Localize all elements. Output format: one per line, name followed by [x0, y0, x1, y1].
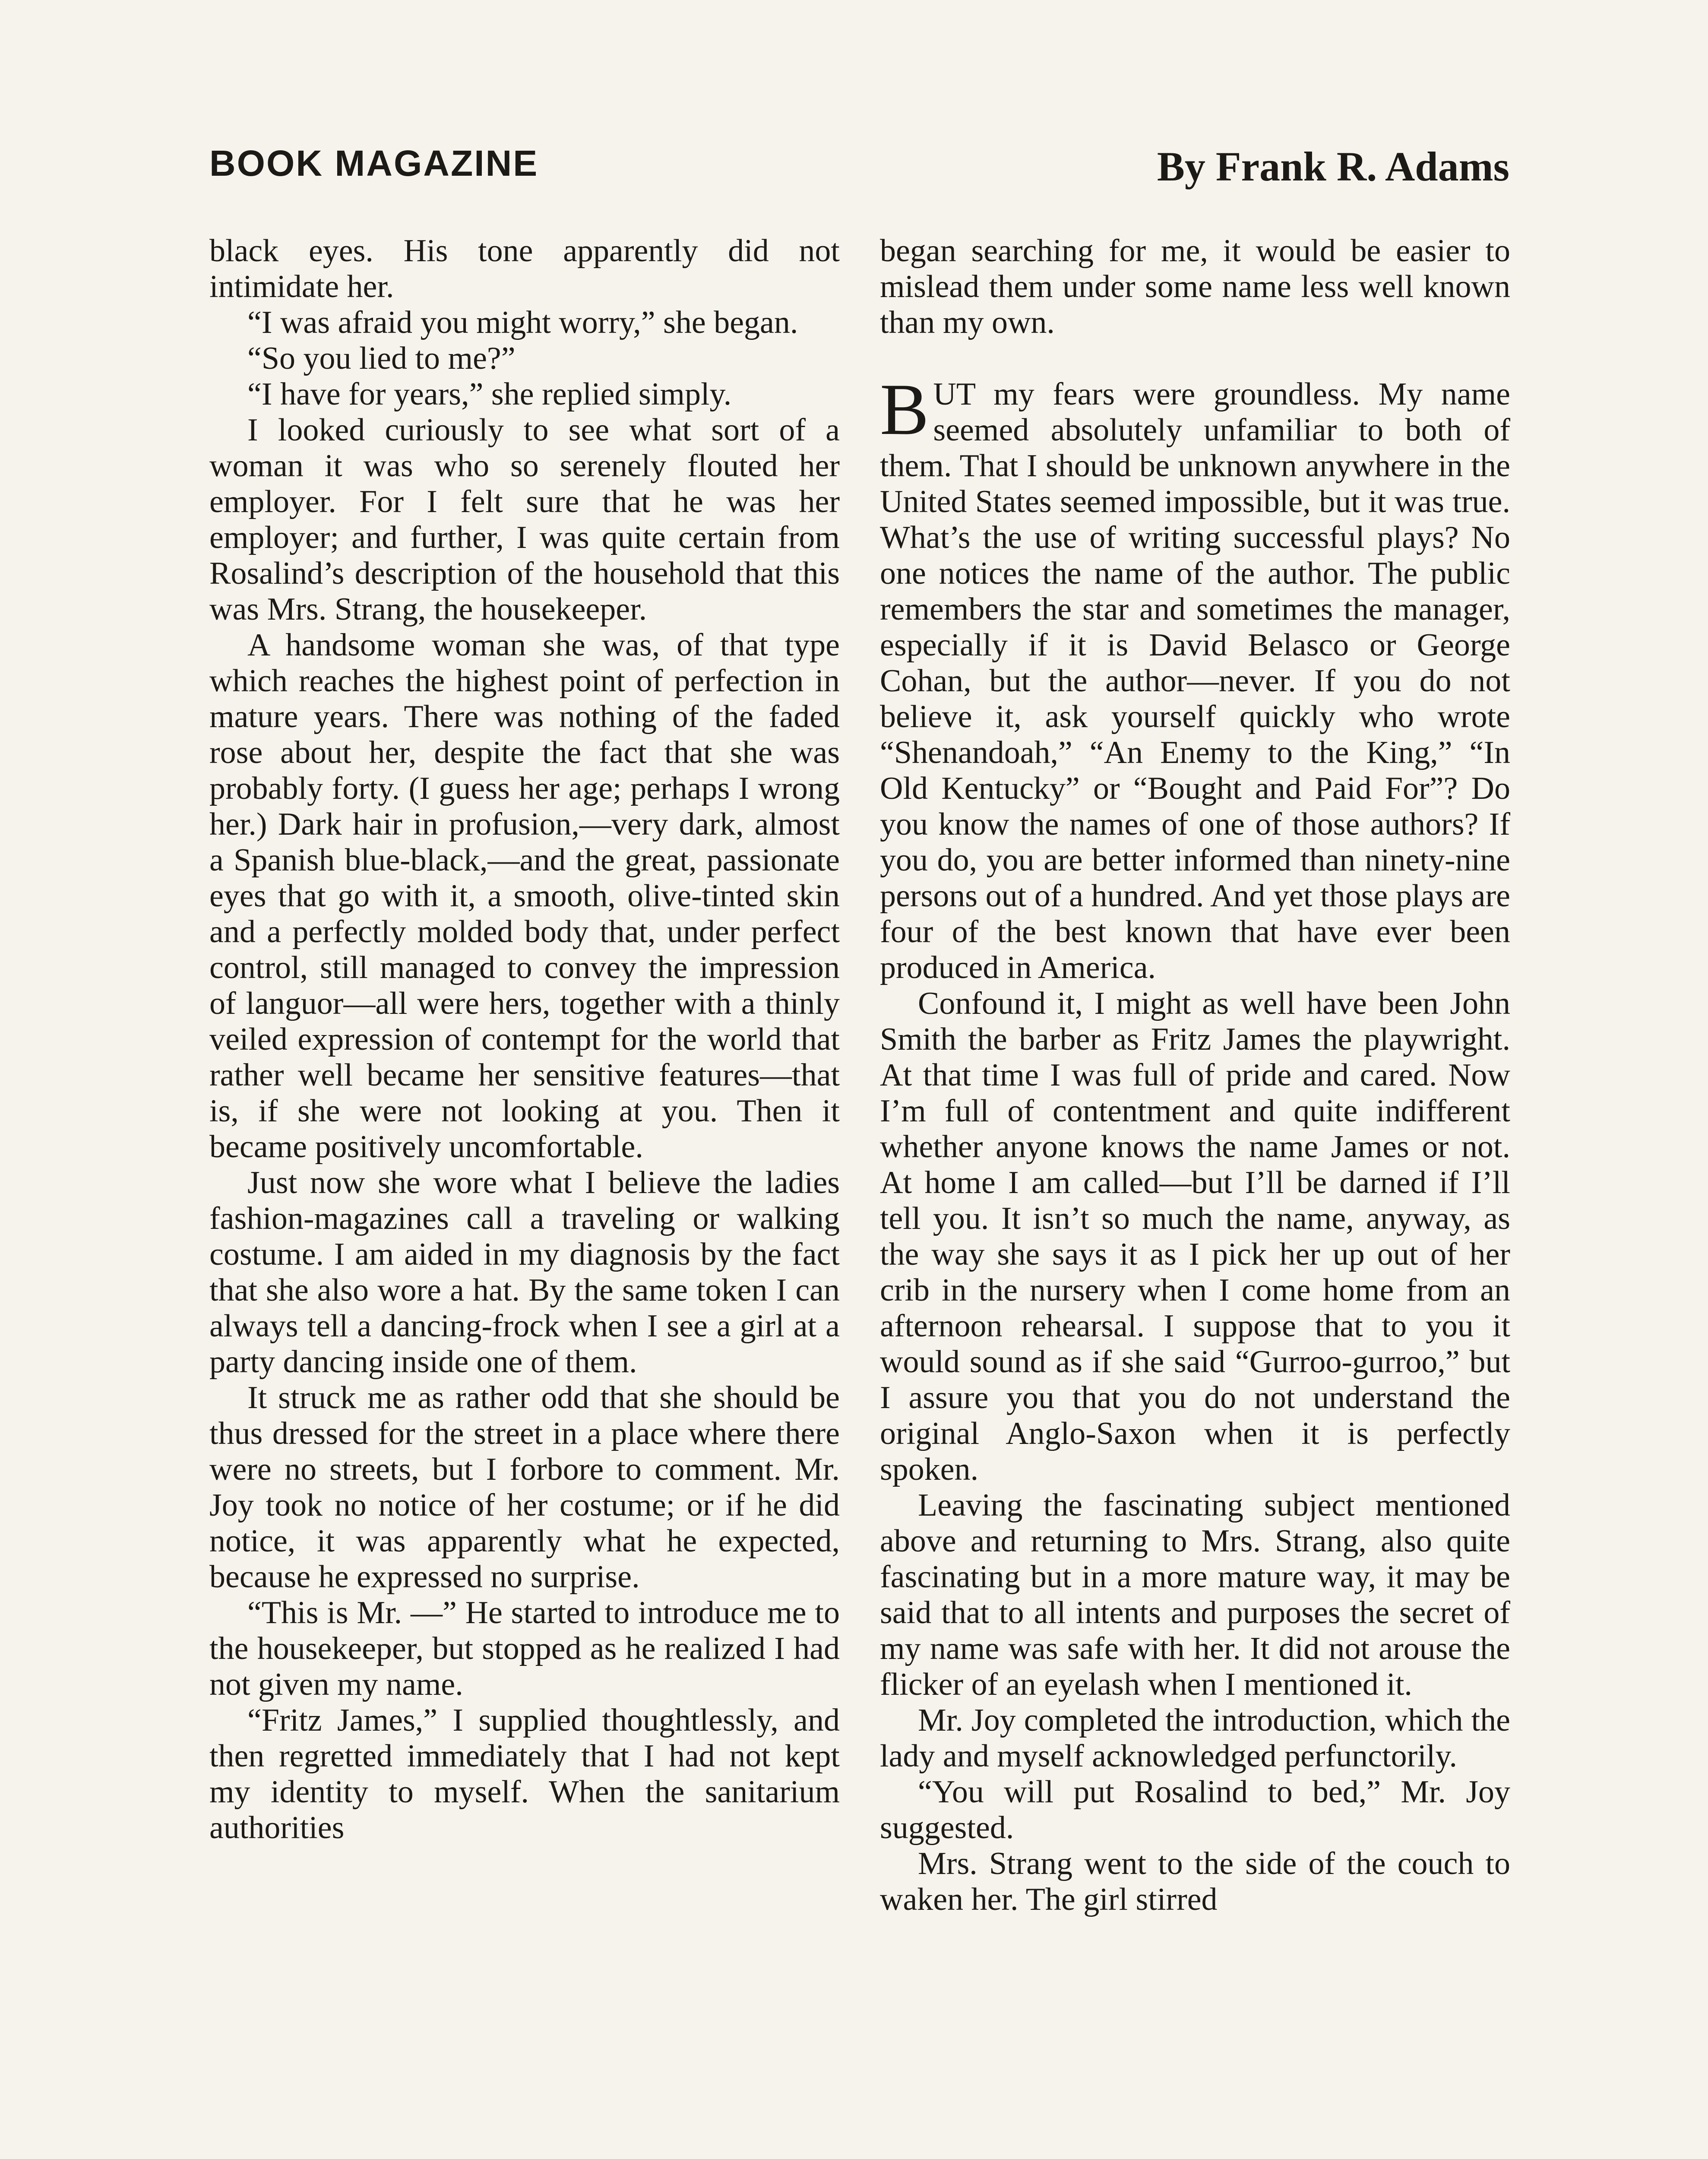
left-paragraph-6: A handsome woman she was, of that type which reaches the highest point of perfection in mature years. There was nothing of the faded rose about her, despite the fact that she was probably forty. (I guess her age; perhaps I wrong her.) Dark hair in profusion,—very dark, almost a Spanish blue-black,—and the great, passionate eyes that go with it, a smooth, olive-tinted skin and a perfectly molded body that, under perfect control, still managed to convey the impression of languor—all were hers, together with a thinly veiled expression of contempt for the world that rather well became her sensitive features—that is, if she were not looking at you. Then it became positively uncomfortable. [209, 627, 840, 1165]
running-head-publication: BOOK MAGAZINE [209, 143, 539, 184]
left-paragraph-5: I looked curiously to see what sort of a woman it was who so serenely flouted her employer. For I felt sure that he was her employer; and further, I was quite certain from Rosalind’s description of the household that this was Mrs. Strang, the housekeeper. [209, 412, 840, 627]
left-paragraph-3: “So you lied to me?” [247, 341, 516, 376]
section-first-text: UT my fears were groundless. My name seemed absolutely unfamiliar to both of them. That I should be unknown anywhere in the United States seemed impossible, but it was true. What’s the use of writing successful plays? No one notices the name of the author. The public remembers the star and sometimes the manager, especially if it is David Belasco or George Cohan, but the author—never. If you do not believe it, ask yourself quickly who wrote “Shenandoah,” “An Enemy to the King,” “In Old Kentucky” or “Bought and Paid For”? Do you know the names of one of those authors? If you do, you are better informed than ninety-nine persons out of a hundred. And yet those plays are four of the best known that have ever been produced in America. [880, 377, 1510, 985]
drop-cap: B [880, 369, 929, 450]
left-paragraph-10: “Fritz James,” I supplied thoughtlessly, and then regretted immediately that I had not kept my identity to myself. When the sanitarium authorities [209, 1703, 840, 1846]
left-paragraph-2: “I was afraid you might worry,” she began. [247, 305, 798, 340]
right-paragraph-5: Mrs. Strang went to the side of the couch to waken her. The girl stirred [880, 1846, 1510, 1917]
left-paragraph-1: black eyes. His tone apparently did not intimidate her. [209, 233, 840, 304]
right-paragraph-4: “You will put Rosalind to bed,” Mr. Joy suggested. [880, 1774, 1510, 1846]
right-column [880, 233, 1510, 1918]
running-head-author: By Frank R. Adams [1157, 143, 1509, 190]
right-paragraph-3: Mr. Joy completed the introduction, which the lady and myself acknowledged perfunctorily. [880, 1703, 1510, 1774]
left-paragraph-4: “I have for years,” she replied simply. [247, 377, 732, 412]
left-column [209, 233, 840, 1846]
left-paragraph-8: It struck me as rather odd that she should be thus dressed for the street in a place where there were no streets, but I forbore to comment. Mr. Joy took no notice of her costume; or if he did notice, it was apparently what he expected, because he expressed no surprise. [209, 1380, 840, 1595]
right-paragraph-2: Leaving the fascinating subject mentioned above and returning to Mrs. Strang, also quite fascinating but in a more mature way, it may be said that to all intents and purposes the secret of my name was safe with her. It did not arouse the flicker of an eyelash when I mentioned it. [880, 1488, 1510, 1702]
right-paragraph-1: Confound it, I might as well have been John Smith the barber as Fritz James the playwright. At that time I was full of pride and cared. Now I’m full of contentment and quite indifferent whether anyone knows the name James or not. At home I am called—but I’ll be darned if I’ll tell you. It isn’t so much the name, anyway, as the way she says it as I pick her up out of her crib in the nursery when I come home from an afternoon rehearsal. I suppose that to you it would sound as if she said “Gurroo-gurroo,” but I assure you that you do not understand the original Anglo-Saxon when it is perfectly spoken. [880, 986, 1510, 1487]
left-paragraph-9: “This is Mr. —” He started to introduce me to the housekeeper, but stopped as he realized I had not given my name. [209, 1595, 840, 1702]
right-continuation-paragraph: began searching for me, it would be easier to mislead them under some name less well known than my own. [880, 233, 1510, 340]
left-paragraph-7: Just now she wore what I believe the ladies fashion-magazines call a traveling or walking costume. I am aided in my diagnosis by the fact that she also wore a hat. By the same token I can always tell a dancing-frock when I see a girl at a party dancing inside one of them. [209, 1165, 840, 1380]
section-first-paragraph [880, 369, 1510, 986]
